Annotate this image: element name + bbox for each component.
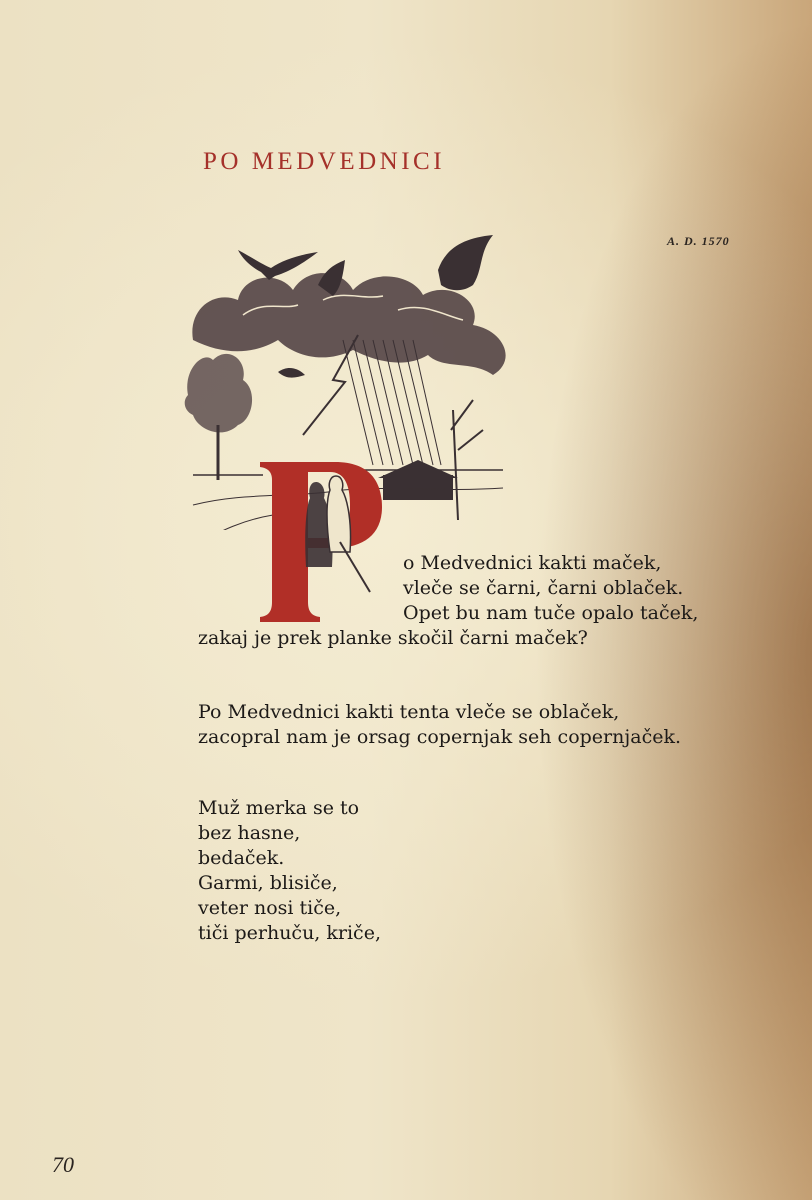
poem-line: o Medvednici kakti maček, [403,552,662,574]
stanza-2 [198,700,681,750]
poem-line: vleče se čarni, čarni oblaček. [403,577,684,599]
poem-line: veter nosi tiče, [198,897,342,919]
date-note: A. D. 1570 [667,234,730,248]
stanza-1 [198,551,699,651]
poem-line: Muž merka se to [198,797,360,819]
dropcap-p-icon [260,452,388,622]
poem-line: bez hasne, [198,822,301,844]
poem-line: zacopral nam je orsag copernjak seh copernjaček. [198,726,682,748]
poem-line: Garmi, blisiče, [198,872,338,894]
stanza-3 [198,796,381,946]
poem-line: Opet bu nam tuče opalo taček, [403,602,699,624]
poem-line: bedaček. [198,847,285,869]
poem-line: zakaj je prek planke skočil čarni maček? [198,627,588,649]
poem-line: Po Medvednici kakti tenta vleče se oblaček, [198,701,620,723]
page-title: PO MEDVEDNICI [203,148,446,175]
poem-line: tiči perhuču, kriče, [198,922,381,944]
page-number: 70 [52,1152,74,1177]
